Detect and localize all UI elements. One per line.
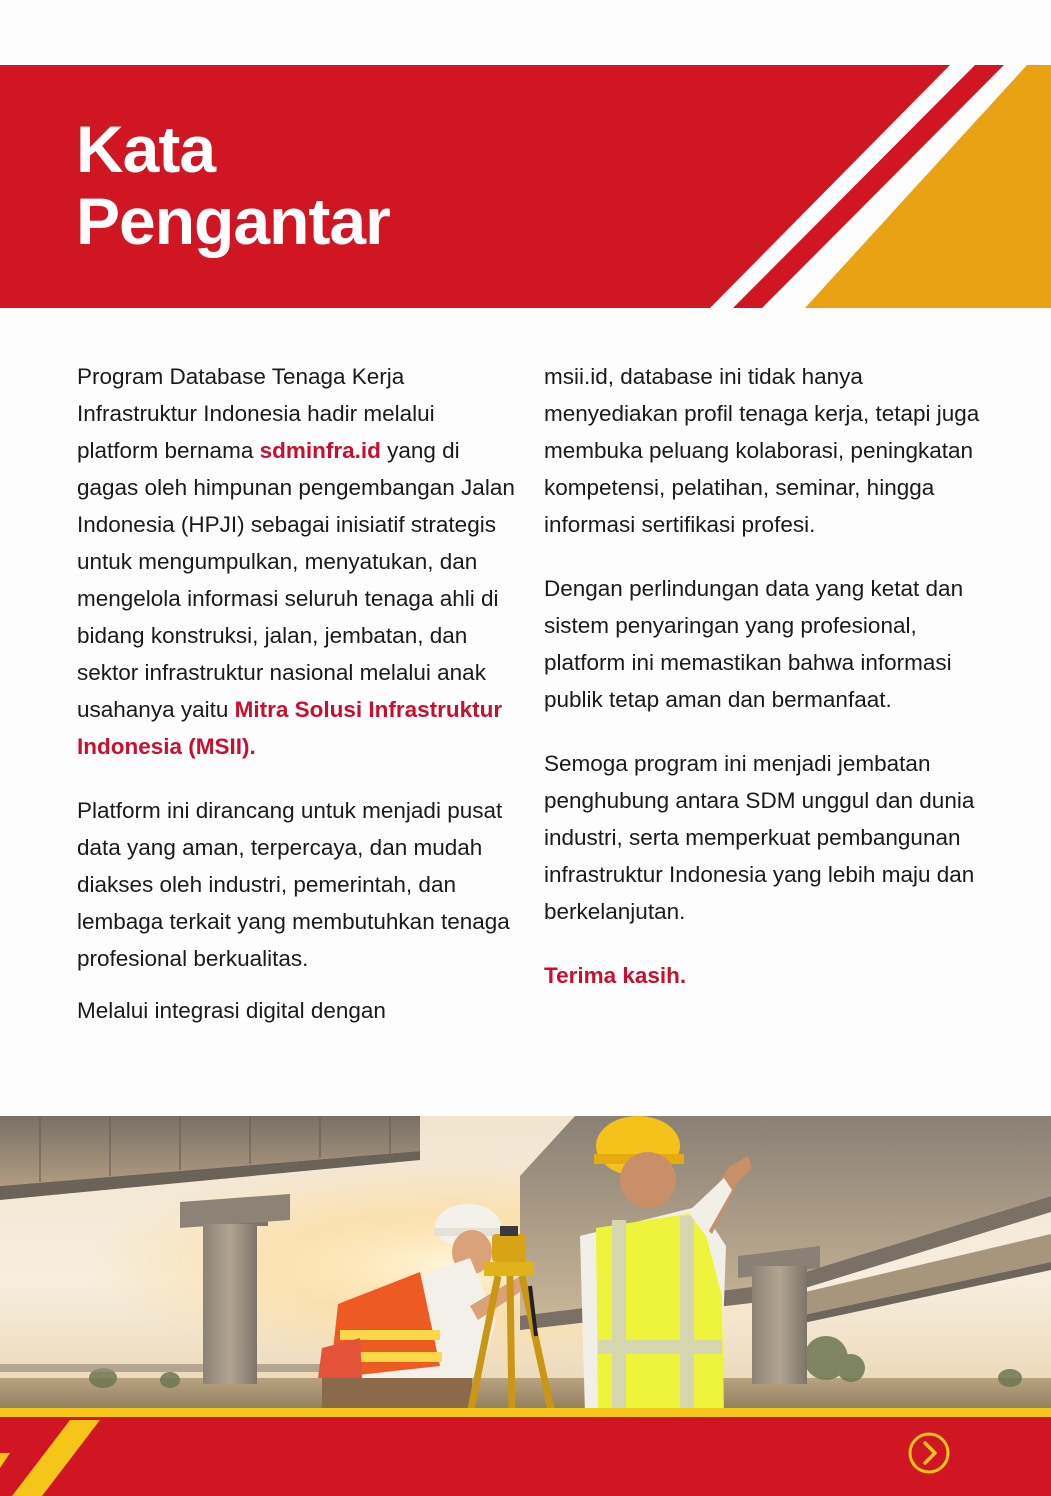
chevron-right-icon xyxy=(925,1443,935,1463)
sdminfra-link[interactable]: sdminfra.id xyxy=(259,438,381,463)
closing-text: Terima kasih. xyxy=(544,963,687,988)
intro-paragraph xyxy=(77,358,517,765)
page-title-line-1: Kata xyxy=(76,112,216,186)
protection-paragraph: Dengan perlindungan data yang ketat dan sistem penyaringan yang profesional, platform ini memastikan bahwa informasi publik tetap aman dan bermanfaat. xyxy=(544,576,964,712)
footer-band xyxy=(0,1408,1051,1496)
integration-paragraph: Melalui integrasi digital dengan xyxy=(77,998,386,1023)
hope-paragraph: Semoga program ini menjadi jembatan penghubung antara SDM unggul dan dunia industri, serta memperkuat pembangunan infrastruktur Indonesia yang lebih maju dan berkelanjutan. xyxy=(544,751,975,924)
construction-photo xyxy=(0,1116,1051,1414)
intro-text-a: Program Database Tenaga Kerja Infrastruktur Indonesia hadir melalui platform bernama xyxy=(77,364,435,463)
left-column xyxy=(77,358,517,1029)
page-title-line-2: Pengantar xyxy=(76,184,390,258)
database-paragraph: msii.id, database ini tidak hanya menyediakan profil tenaga kerja, tetapi juga membuka peluang kolaborasi, peningkatan kompetensi, pelatihan, seminar, hingga informasi sertifikasi profesi. xyxy=(544,364,980,537)
right-column xyxy=(544,358,984,994)
page-title xyxy=(76,113,390,257)
next-page-button[interactable] xyxy=(907,1431,951,1475)
intro-text-b: yang di gagas oleh himpunan pengembangan Jalan Indonesia (HPJI) sebagai inisiatif strategis untuk mengumpulkan, menyatukan, dan mengelola informasi seluruh tenaga ahli di bidang konstruksi, jalan, jembatan, dan sektor infrastruktur nasional melalui anak usahanya yaitu xyxy=(77,438,515,722)
platform-paragraph: Platform ini dirancang untuk menjadi pusat data yang aman, terpercaya, dan mudah diakses oleh industri, pemerintah, dan lembaga terkait yang membutuhkan tenaga profesional berkualitas. xyxy=(77,798,510,971)
company-name: Mitra Solusi Infrastruktur Indonesia (MSII). xyxy=(77,697,503,759)
chevron-right-circle-icon xyxy=(910,1434,948,1472)
